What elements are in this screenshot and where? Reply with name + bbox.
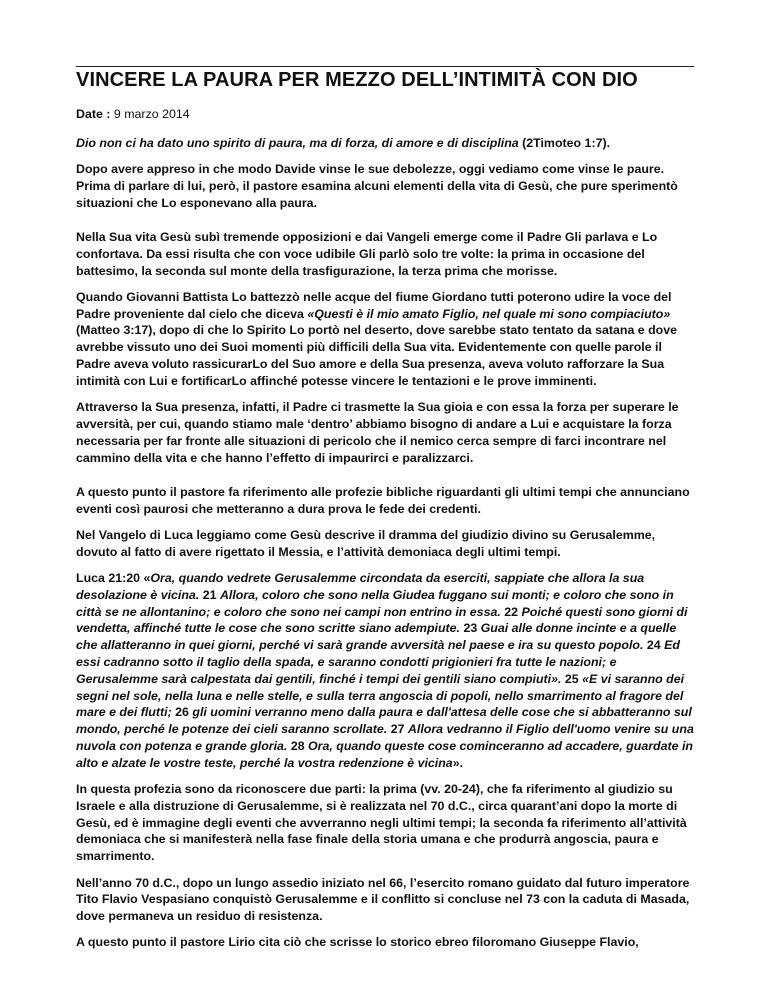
date-value: 9 marzo 2014 — [113, 107, 190, 121]
verse-26: gli uomini verranno meno dalla paura e dall'attesa delle cose che si abbatteranno sul mondo, perché le potenze dei cieli saranno scrollate. — [76, 705, 692, 737]
verse-21: Allora, coloro che sono nella Giudea fuggano sui monti; e coloro che sono in città se ne allontanino; e coloro che sono nei campi non entrino in essa. — [76, 587, 674, 619]
paragraph-1: Dopo avere appreso in che modo Davide vinse le sue debolezze, oggi vediamo come vinse le paure. Prima di parlare di lui, però, il pastore esamina alcuni elementi della vita di Gesù, che pure sperimentò situazioni che Lo esponevano alla paura. — [76, 162, 678, 210]
document-title: VINCERE LA PAURA PER MEZZO DELL’INTIMITÀ CON DIO — [76, 69, 638, 91]
luke-passage — [76, 570, 694, 772]
verse-number-21: 21 — [202, 587, 220, 602]
paragraph-6: Nel Vangelo di Luca leggiamo come Gesù descrive il dramma del giudizio divino su Gerusalemme, dovuto al fatto di avere rigettato il Messia, e l’attività demoniaca degli ultimi tempi. — [76, 527, 656, 559]
verse-number-24: 24 — [646, 638, 665, 653]
verse-22: Poiché questi sono giorni di vendetta, affinché tutte le cose che sono scritte siano adempiute. — [76, 604, 688, 636]
verse-number-26: 26 — [175, 705, 193, 720]
verse-20: Ora, quando vedrete Gerusalemme circondata da eserciti, sappiate che allora la sua desolazione è vicina. — [76, 571, 645, 602]
paragraph-4: Attraverso la Sua presenza, infatti, il Padre ci trasmette la Sua gioia e con essa la forza per superare le avversità, per cui, quando stiamo male ‘dentro’ abbiamo bisogno di andare a Lui e acquistare la forza necessaria per far fronte alle situazioni di pericolo che il nemico cerca sempre di farci incontrare nel cammino della vita e che hanno l’effetto di impaurirci e paralizzarci. — [76, 400, 679, 465]
date-label: Date : — [76, 107, 111, 121]
verse-number-23: 23 — [463, 621, 481, 636]
paragraph-10: A questo punto il pastore Lirio cita ciò che scrisse lo storico ebreo filoromano Giuseppe Flavio, — [76, 935, 639, 950]
verse-number-22: 22 — [504, 604, 522, 619]
luke-reference: Luca 21:20 « — [76, 571, 151, 586]
matthew-quote: «Questi è il mio amato Figlio, nel quale mi sono compiaciuto» — [307, 306, 671, 321]
paragraph-3-part-a: Quando Giovanni Battista Lo battezzò nelle acque del fiume Giordano tutti poterono udire la voce del Padre proveniente dal cielo che diceva — [76, 289, 672, 321]
verse-number-28: 28 — [290, 739, 309, 753]
paragraph-2: Nella Sua vita Gesù subì tremende opposizioni e dai Vangeli emerge come il Padre Gli parlava e Lo confortava. Da essi risulta che con voce udibile Gli parlò solo tre volte: la prima in occasione del battesimo, la seconda sul monte della trasfigurazione, la terza prima che morisse. — [76, 229, 658, 278]
verse-23: Guai alle donne incinte e a quelle che allatteranno in quei giorni, perché vi sarà grande avversità nel paese e ira su questo popolo. — [76, 621, 677, 653]
verse-25: «E vi saranno dei segni nel sole, nella luna e nelle stelle, e sulla terra angoscia di popoli, nello smarrimento al fragore del mare e dei flutti; — [76, 671, 685, 720]
luke-passage-end: ». — [452, 755, 464, 770]
epigraph — [76, 135, 694, 152]
title-rule — [76, 66, 694, 67]
verse-28: Ora, quando queste cose cominceranno ad accadere, guardate in alto e alzate le vostre teste, perché la vostra redenzione è vicina — [76, 739, 693, 770]
paragraph-5: A questo punto il pastore fa riferimento alle profezie bibliche riguardanti gli ultimi tempi che annunciano eventi così paurosi che metteranno a dura prova le fede dei credenti. — [76, 484, 690, 516]
verse-27: Allora vedranno il Figlio dell'uomo venire su una nuvola con potenza e grande gloria. — [76, 722, 694, 753]
paragraph-8: In questa profezia sono da riconoscere due parti: la prima (vv. 20-24), che fa riferimento al giudizio su Israele e alla distruzione di Gerusalemme, si è realizzata nel 70 d.C., circa quarant’ani dopo la morte di Gesù, ed è immagine degli eventi che avverranno negli ultimi tempi; la seconda fa riferimento all’attività demoniaca che si manifesterà nella fase finale della storia umana e che produrrà angoscia, paura e smarrimento. — [76, 782, 687, 864]
paragraph-3-part-b: (Matteo 3:17), dopo di che lo Spirito Lo portò nel deserto, dove sarebbe stato tentato da satana e dove avrebbe vissuto uno dei Suoi momenti più difficili della Sua vita. Evidentemente con quelle parole il Padre aveva voluto rassicurarLo del Suo amore e della Sua presenza, aveva voluto rafforzare la Sua intimità con Lui e fortificarLo affinché potesse vincere le tentazioni e le prove imminenti. — [76, 323, 678, 388]
paragraph-3 — [76, 289, 694, 390]
paragraph-9: Nell’anno 70 d.C., dopo un lungo assedio iniziato nel 66, l’esercito romano guidato dal futuro imperatore Tito Flavio Vespasiano conquistò Gerusalemme e il conflitto si concluse nel 73 con la caduta di Masada, dove permaneva un residuo di resistenza. — [76, 875, 690, 924]
date-line — [76, 106, 694, 123]
verse-24: Ed essi cadranno sotto il taglio della spada, e saranno condotti prigionieri fra tutte le nazioni; e Gerusalemme sarà calpestata dai gentili, finché i tempi dei gentili siano compiuti». — [76, 638, 680, 686]
verse-number-27: 27 — [390, 722, 408, 737]
epigraph-text: Dio non ci ha dato uno spirito di paura, ma di forza, di amore e di disciplina — [76, 135, 519, 150]
verse-number-25: 25 — [564, 671, 583, 686]
document-body — [76, 106, 694, 961]
epigraph-reference: (2Timoteo 1:7). — [518, 135, 611, 150]
